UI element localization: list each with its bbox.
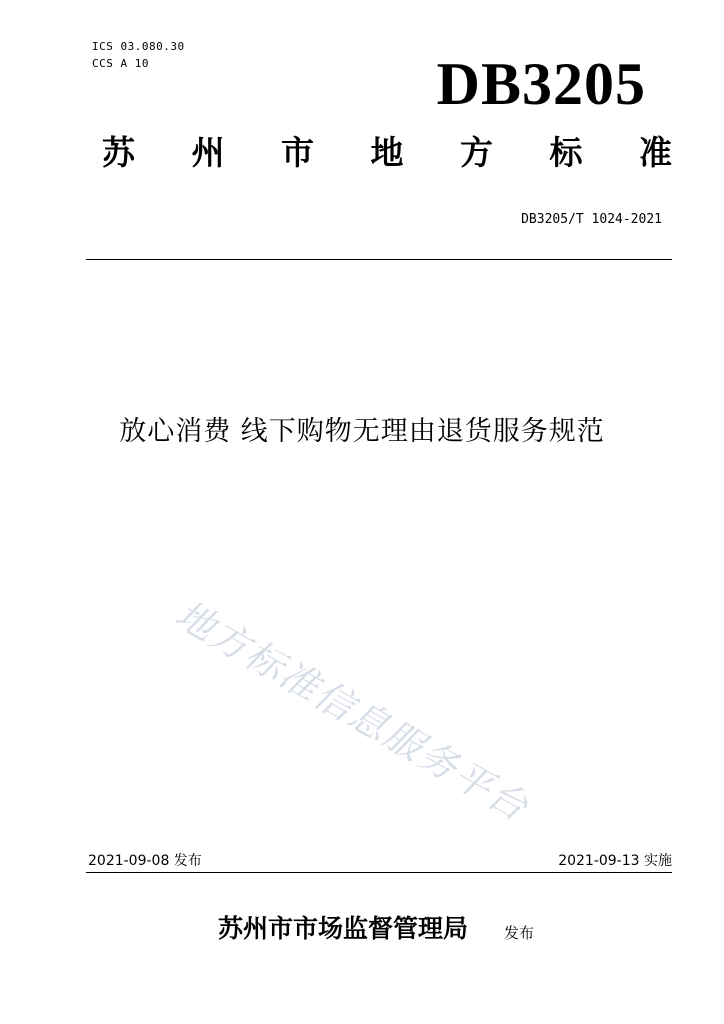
- db-code-logo: DB3205: [436, 51, 646, 117]
- standard-type-char: 市: [281, 133, 314, 172]
- classification-codes: [92, 38, 185, 72]
- watermark: 地方标准信息服务平台: [168, 592, 537, 831]
- top-divider: [86, 259, 672, 260]
- standard-type-char: 州: [191, 133, 225, 172]
- issuing-authority: 苏州市市场监督管理局: [218, 914, 469, 943]
- issue-date: 2021-09-08 发布: [88, 853, 202, 869]
- document-title: 放心消费 线下购物无理由退货服务规范: [119, 416, 605, 447]
- standard-type-char: 方: [460, 133, 493, 172]
- standard-type-char: 苏: [102, 133, 135, 172]
- ics-code: ICS 03.080.30: [92, 40, 185, 53]
- ccs-code: CCS A 10: [92, 57, 149, 70]
- issue-label: 发布: [504, 924, 535, 942]
- standard-type-char: 标: [549, 133, 583, 172]
- standard-number: DB3205/T 1024-2021: [521, 212, 662, 227]
- standard-type-heading: [102, 132, 672, 174]
- standard-type-char: 地: [370, 133, 404, 172]
- standard-type-char: 准: [639, 133, 672, 172]
- bottom-divider: [86, 872, 672, 873]
- implementation-date: 2021-09-13 实施: [558, 853, 672, 869]
